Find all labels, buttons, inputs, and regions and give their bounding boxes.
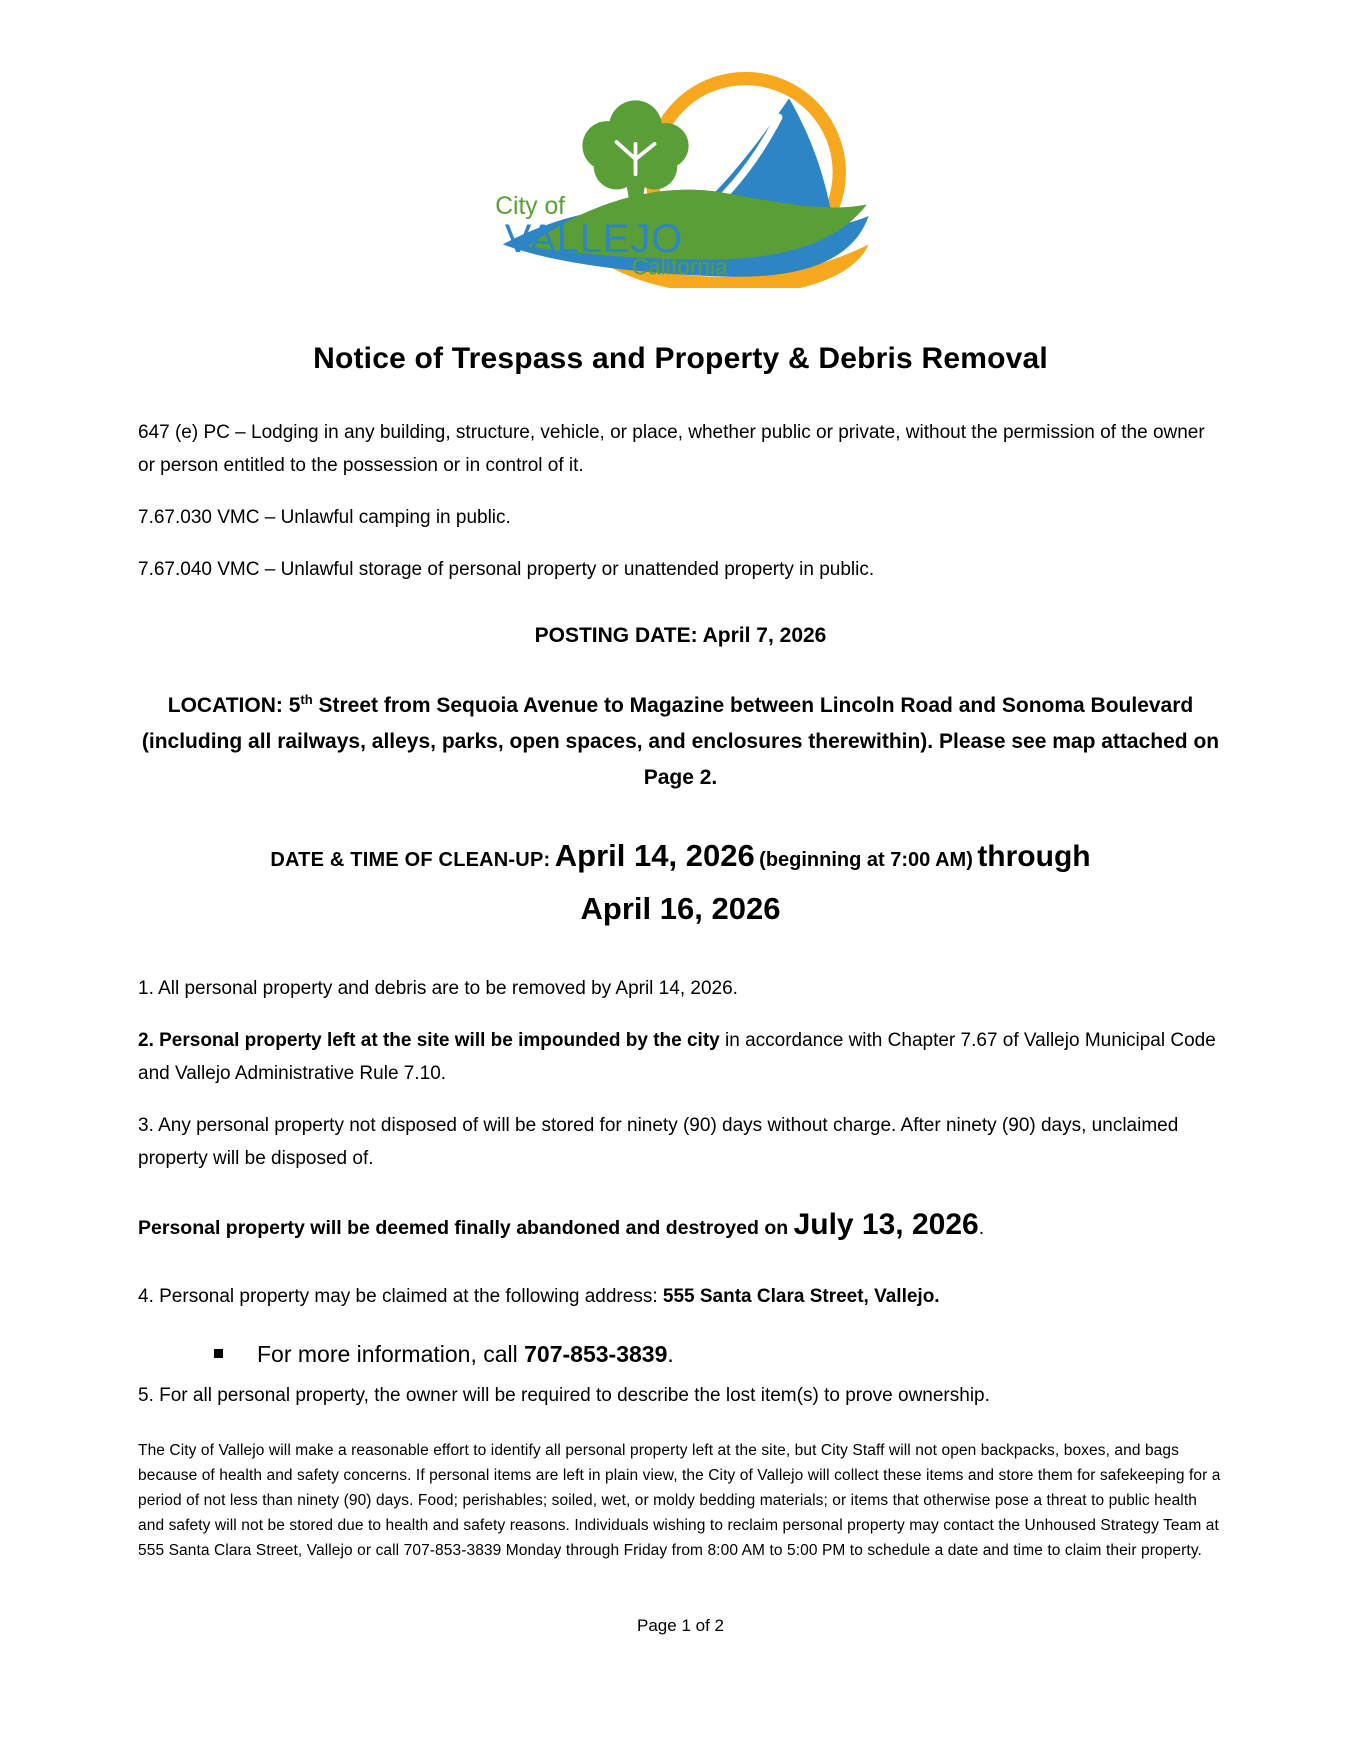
- list-item-1: 1. All personal property and debris are to be removed by April 14, 2026.: [138, 978, 738, 999]
- abandon-date: July 13, 2026: [793, 1208, 979, 1241]
- cleanup-through: through: [977, 840, 1091, 873]
- logo-city-of-text: City of: [494, 193, 565, 221]
- cleanup-datetime: [138, 832, 1223, 938]
- info-period: .: [667, 1341, 674, 1367]
- item-2-rest: in accordance with Chapter 7.67 of Vallejo Municipal Code and Vallejo Administrative Rule 7.10.: [138, 1030, 1216, 1084]
- vallejo-city-logo: [138, 0, 1223, 288]
- info-phone-number: 707-853-3839: [524, 1341, 668, 1367]
- logo-vallejo-text: VALLEJO: [504, 216, 683, 261]
- more-info-line: [138, 1339, 1223, 1369]
- list-item-2: [138, 1024, 1223, 1090]
- item-4-prefix: 4. Personal property may be claimed at the following address:: [138, 1286, 663, 1307]
- notice-title: Notice of Trespass and Property & Debris Removal: [313, 342, 1048, 375]
- list-item-3: 3. Any personal property not disposed of will be stored for ninety (90) days without charge. After ninety (90) days, unclaimed property will be disposed of.: [138, 1115, 1179, 1169]
- logo-california-text: California: [631, 253, 728, 280]
- page-number: Page 1 of 2: [637, 1616, 724, 1635]
- item-4-address: 555 Santa Clara Street, Vallejo.: [662, 1286, 940, 1307]
- cleanup-label: DATE & TIME OF CLEAN-UP:: [270, 849, 551, 871]
- cleanup-start-date: April 14, 2026: [554, 838, 755, 873]
- location-rest: Street from Sequoia Avenue to Magazine between Lincoln Road and Sonoma Boulevard (including all railways, alleys, parks, open spaces, and enclosures therewithin). Please see map attached on Page 2.: [141, 694, 1220, 789]
- location-ordinal: th: [300, 692, 313, 707]
- item-2-bold: 2. Personal property left at the site will be impounded by the city: [138, 1030, 720, 1051]
- cleanup-start-time: (beginning at 7:00 AM): [759, 849, 973, 871]
- vallejo-logo-graphic: [481, 70, 881, 288]
- more-info-text: [257, 1339, 674, 1369]
- fine-print-paragraph: The City of Vallejo will make a reasonable effort to identify all personal property left at the site, but City Staff will not open backpacks, boxes, and bags because of health and safety concerns. If personal items are left in plain view, the City of Vallejo will collect these items and store them for safekeeping for a period of not less than ninety (90) days. Food; perishables; soiled, wet, or moldy bedding materials; or items that otherwise pose a threat to public health and safety will not be stored due to health and safety reasons. Individuals wishing to reclaim personal property may contact the Unhoused Strategy Team at 555 Santa Clara Street, Vallejo or call 707-853-3839 Monday through Friday from 8:00 AM to 5:00 PM to schedule a date and time to claim their property.: [138, 1442, 1221, 1559]
- cleanup-end-date: April 16, 2026: [580, 891, 781, 926]
- code-767030-paragraph: 7.67.030 VMC – Unlawful camping in public.: [138, 507, 511, 528]
- abandonment-notice: [138, 1207, 1223, 1246]
- abandon-prefix: Personal property will be deemed finally abandoned and destroyed on: [138, 1217, 794, 1239]
- code-767040-paragraph: 7.67.040 VMC – Unlawful storage of personal property or unattended property in public.: [138, 559, 875, 580]
- posting-date: POSTING DATE: April 7, 2026: [534, 624, 827, 647]
- square-bullet-icon: [214, 1349, 223, 1358]
- code-647-paragraph: 647 (e) PC – Lodging in any building, structure, vehicle, or place, whether public or private, without the permission of the owner or person entitled to the possession or in control of it.: [138, 422, 1205, 476]
- info-prefix: For more information, call: [257, 1341, 525, 1367]
- abandon-period: .: [978, 1217, 985, 1239]
- location-prefix: LOCATION: 5: [167, 694, 301, 717]
- list-item-5: 5. For all personal property, the owner will be required to describe the lost item(s) to prove ownership.: [138, 1385, 990, 1406]
- location-paragraph: [138, 682, 1223, 796]
- list-item-4: [138, 1280, 1223, 1313]
